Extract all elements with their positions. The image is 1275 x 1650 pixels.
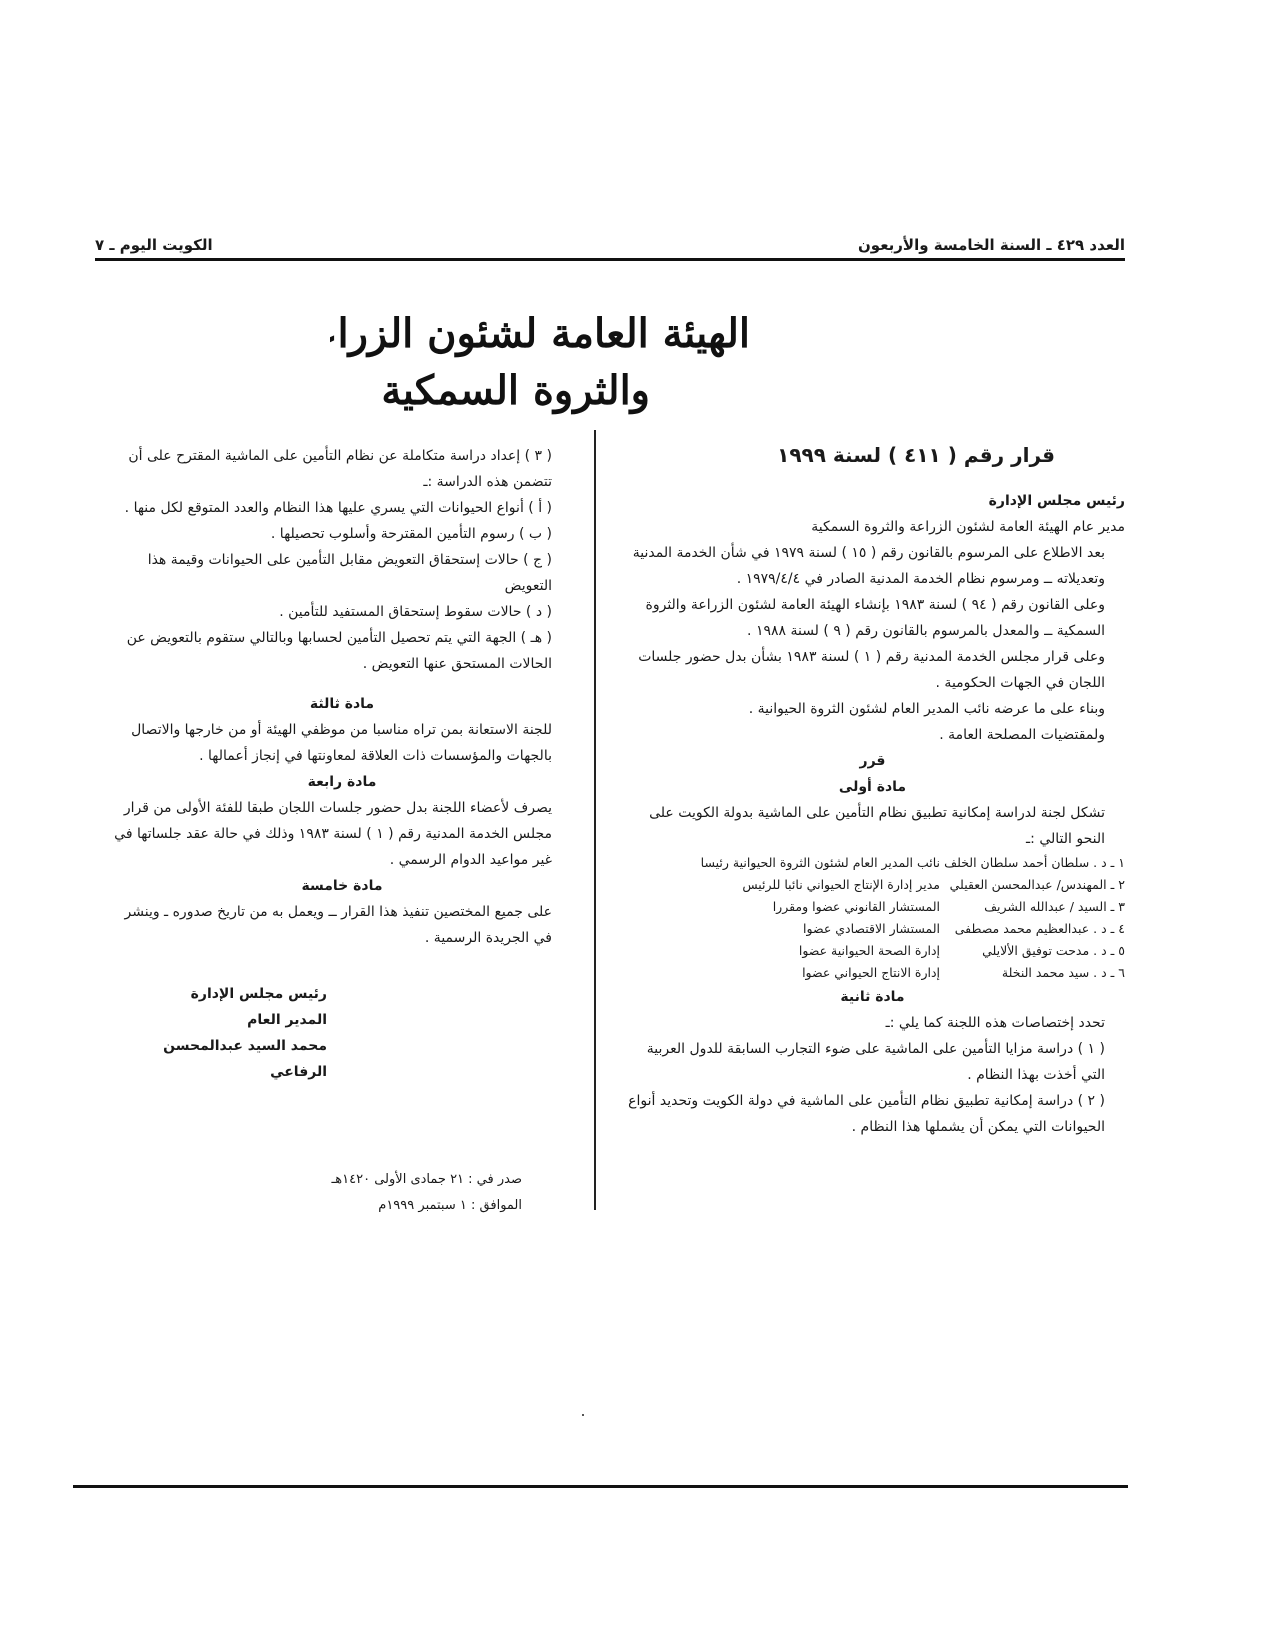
committee-member	[620, 852, 1125, 874]
masthead-line-1: الهيئة العامة لشئون الزراعة	[330, 310, 750, 357]
article-1-text: تشكل لجنة لدراسة إمكانية تطبيق نظام التأمين على الماشية بدولة الكويت على النحو التالي :ـ	[649, 805, 1105, 847]
page-number: الكويت اليوم ـ ٧	[95, 236, 213, 254]
committee-member	[620, 918, 1125, 940]
article-1-heading: مادة أولى	[838, 779, 907, 795]
authority-masthead-logo	[330, 292, 770, 422]
scan-speck	[582, 1414, 584, 1416]
continuation-column	[112, 443, 572, 1085]
signature-title-1: رئيس مجلس الإدارة	[190, 986, 327, 1002]
member-name: ٢ ـ المهندس/ عبدالمحسن العقيلي	[949, 877, 1125, 892]
footer-rule	[73, 1485, 1128, 1488]
preamble-paragraph-2: وعلى القانون رقم ( ٩٤ ) لسنة ١٩٨٣ بإنشاء الهيئة العامة لشئون الزراعة والثروة السمكية ــ والمعدل بالمرسوم بالقانون رقم ( ٩ ) لسنة ١٩٨٨ .	[645, 597, 1105, 639]
committee-member	[620, 940, 1125, 962]
member-name: ٣ ـ السيد / عبدالله الشريف	[984, 899, 1125, 914]
issue-date-block	[290, 1167, 522, 1219]
member-role: إدارة الانتاج الحيواني عضوا	[802, 965, 940, 980]
signatory-name: محمد السيد عبدالمحسن الرفاعي	[163, 1038, 327, 1080]
decision-title: قرار رقم ( ٤١١ ) لسنة ١٩٩٩	[777, 443, 1055, 467]
article-3-text: للجنة الاستعانة بمن تراه مناسبا من موظفي الهيئة أو من خارجها والاتصال بالجهات والمؤسسات ذات العلاقة لمعاونتها في إنجاز أعمالها .	[131, 722, 552, 764]
article-2-heading: مادة ثانية	[840, 989, 905, 1005]
issuer-line-1: رئيس مجلس الإدارة	[988, 493, 1125, 509]
article-2-item-1: ( ١ ) دراسة مزايا التأمين على الماشية على ضوء التجارب السابقة للدول العربية التي أخذت بهذا النظام .	[646, 1041, 1105, 1083]
committee-member	[620, 962, 1125, 984]
preamble-paragraph-4: وبناء على ما عرضه نائب المدير العام لشئون الثروة الحيوانية .	[748, 701, 1105, 717]
sub-item-b: ( ب ) رسوم التأمين المقترحة وأسلوب تحصيلها .	[270, 526, 552, 542]
signature-title-2: المدير العام	[247, 1012, 327, 1028]
decision-column	[620, 440, 1125, 1140]
article-3-heading: مادة ثالثة	[309, 696, 375, 712]
article-2-item-2: ( ٢ ) دراسة إمكانية تطبيق نظام التأمين على الماشية في دولة الكويت وتحديد أنواع الحيوانات التي يمكن أن يشملها هذا النظام .	[628, 1093, 1105, 1135]
member-role: نائب المدير العام لشئون الثروة الحيوانية رئيسا	[700, 855, 940, 870]
member-name: ١ ـ د . سلطان أحمد سلطان الخلف	[944, 855, 1125, 870]
committee-members-list	[620, 852, 1125, 984]
sub-item-a: ( أ ) أنواع الحيوانات التي يسري عليها هذا النظام والعدد المتوقع لكل منها .	[124, 500, 552, 516]
article-4-text: يصرف لأعضاء اللجنة بدل حضور جلسات اللجان طبقا للفئة الأولى من قرار مجلس الخدمة المدنية رقم ( ١ ) لسنة ١٩٨٣ وذلك في حالة عقد جلساتها في غير مواعيد الدوام الرسمي .	[114, 800, 552, 868]
issue-number: العدد ٤٢٩ ـ السنة الخامسة والأربعون	[857, 236, 1125, 254]
sub-item-d: ( د ) حالات سقوط إستحقاق المستفيد للتأمين .	[279, 604, 552, 620]
sub-item-e: ( هـ ) الجهة التي يتم تحصيل التأمين لحسابها وبالتالي ستقوم بالتعويض عن الحالات المستحق عنها التعويض .	[126, 630, 552, 672]
member-role: المستشار القانوني عضوا ومقررا	[772, 899, 940, 914]
preamble-paragraph-3: وعلى قرار مجلس الخدمة المدنية رقم ( ١ ) لسنة ١٩٨٣ بشأن بدل حضور جلسات اللجان في الجهات الحكومية .	[638, 649, 1105, 691]
issuer-line-2: مدير عام الهيئة العامة لشئون الزراعة والثروة السمكية	[811, 519, 1125, 535]
header-rule	[95, 258, 1125, 261]
page-header	[95, 226, 1125, 254]
committee-member	[620, 874, 1125, 896]
gregorian-date: الموافق : ١ سبتمبر ١٩٩٩م	[378, 1198, 522, 1213]
masthead-line-2: والثروة السمكية	[381, 367, 650, 414]
signature-block	[112, 981, 572, 1085]
member-role: المستشار الاقتصادي عضوا	[803, 921, 940, 936]
member-name: ٦ ـ د . سيد محمد النخلة	[1001, 965, 1125, 980]
preamble-paragraph-5: ولمقتضيات المصلحة العامة .	[939, 727, 1105, 743]
member-role: مدير إدارة الإنتاج الحيواني نائبا للرئيس	[742, 877, 940, 892]
sub-item-c: ( ج ) حالات إستحقاق التعويض مقابل التأمين على الحيوانات وقيمة هذا التعويض	[147, 552, 552, 594]
article-5-text: على جميع المختصين تنفيذ هذا القرار ــ ويعمل به من تاريخ صدوره ـ وينشر في الجريدة الرسمية .	[124, 904, 552, 946]
article-4-heading: مادة رابعة	[307, 774, 377, 790]
article-2-text: تحدد إختصاصات هذه اللجنة كما يلي :ـ	[885, 1015, 1105, 1031]
article-5-heading: مادة خامسة	[301, 878, 383, 894]
article-2-item-3: ( ٣ ) إعداد دراسة متكاملة عن نظام التأمين على الماشية المقترح على أن تتضمن هذه الدراسة :ـ	[128, 448, 552, 490]
committee-member	[620, 896, 1125, 918]
preamble-paragraph-1: بعد الاطلاع على المرسوم بالقانون رقم ( ١٥ ) لسنة ١٩٧٩ في شأن الخدمة المدنية وتعديلاته ــ ومرسوم نظام الخدمة المدنية الصادر في ١٩٧٩/٤/٤ .	[632, 545, 1105, 587]
column-divider	[594, 430, 596, 1210]
hijri-date: صدر في : ٢١ جمادى الأولى ١٤٢٠هـ	[331, 1172, 522, 1187]
member-name: ٤ ـ د . عبدالعظيم محمد مصطفى	[954, 921, 1125, 936]
member-role: إدارة الصحة الحيوانية عضوا	[798, 943, 940, 958]
member-name: ٥ ـ د . مدحت توفيق الألايلي	[982, 943, 1125, 958]
decides-heading: قرر	[859, 753, 886, 769]
